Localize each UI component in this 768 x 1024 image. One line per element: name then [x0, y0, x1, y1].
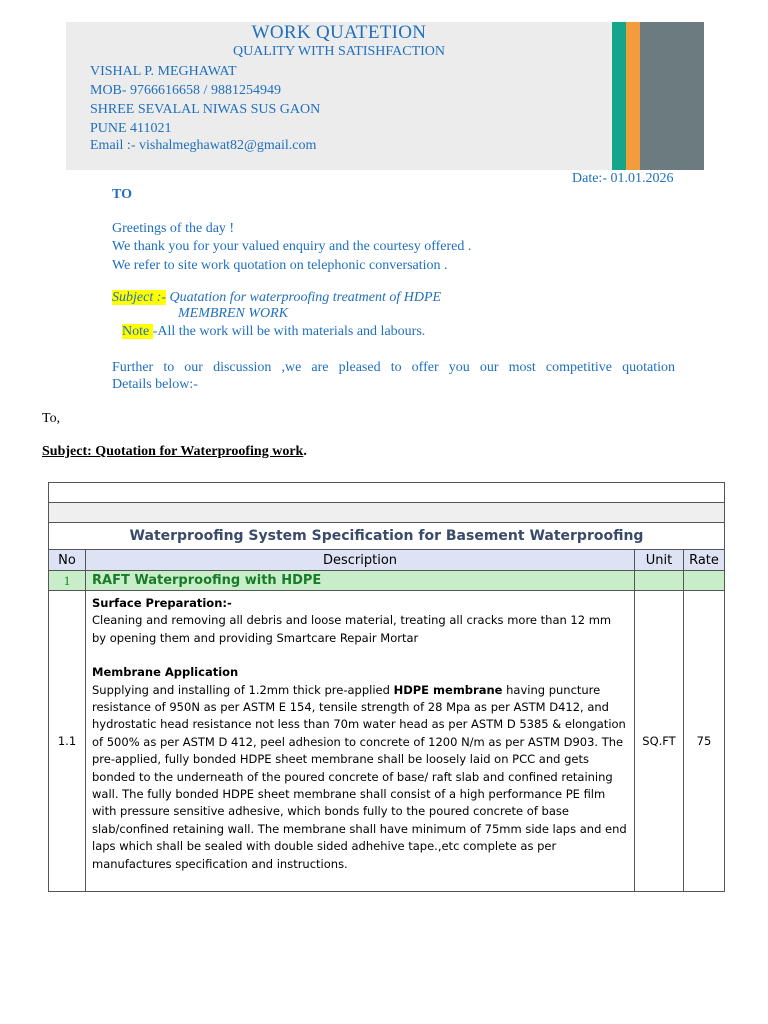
contact-email[interactable]: Email :- vishalmeghawat82@gmail.com — [90, 138, 317, 153]
blank-row-shaded — [49, 503, 725, 523]
greeting-line: Greetings of the day ! — [112, 221, 235, 236]
item-rate: 75 — [684, 591, 725, 892]
subject-label: Subject :- — [112, 290, 167, 305]
tagline: QUALITY WITH SATISHFACTION — [232, 44, 446, 59]
table-title: Waterproofing System Specification for Basement Waterproofing — [49, 523, 725, 550]
table-header-row — [49, 550, 725, 571]
offer-paragraph: Further to our discussion ,we are pleased to offer you our most competitive quotation — [112, 360, 675, 375]
letter-date: Date:- 01.01.2026 — [572, 171, 674, 186]
item-unit: SQ.FT — [635, 591, 684, 892]
section-unit-cell — [635, 571, 684, 591]
membrane-text-pre: Supplying and installing of 1.2mm thick pre-applied — [92, 682, 394, 697]
plain-to-label: To, — [42, 411, 61, 426]
header-description: Description — [86, 550, 635, 571]
refer-line: We refer to site work quotation on telephonic conversation . — [112, 258, 448, 273]
surface-heading: Surface Preparation:- — [92, 596, 232, 610]
section-title: RAFT Waterproofing with HDPE — [86, 571, 635, 591]
contact-name: VISHAL P. MEGHAWAT — [90, 64, 237, 79]
section-row — [49, 571, 725, 591]
header-stripe-grey — [640, 22, 704, 170]
document-title: WORK QUATETION — [251, 22, 427, 43]
header-rate: Rate — [684, 550, 725, 571]
section-no: 1 — [49, 571, 86, 591]
contact-address-line1: SHREE SEVALAL NIWAS SUS GAON — [90, 102, 321, 117]
header-unit: Unit — [635, 550, 684, 571]
header-stripe-teal — [612, 22, 626, 170]
to-label: TO — [112, 187, 132, 202]
note-label: Note — [122, 324, 153, 339]
surface-text: Cleaning and removing all debris and loose material, treating all cracks more than 12 mm by opening them and providing Smartcare Repair Mortar — [92, 613, 612, 645]
membrane-text-bold: HDPE membrane — [393, 682, 503, 697]
blank-row — [49, 483, 725, 503]
note-line — [122, 324, 425, 340]
contact-address-line2: PUNE 411021 — [90, 121, 172, 136]
thanks-line: We thank you for your valued enquiry and the courtesy offered . — [112, 239, 472, 254]
offer-paragraph-details: Details below:- — [112, 377, 198, 392]
plain-subject-end: . — [303, 444, 307, 459]
table-row — [49, 591, 725, 892]
subject-continuation: MEMBREN WORK — [178, 306, 289, 321]
subject-line — [112, 290, 441, 306]
item-no: 1.1 — [49, 591, 86, 892]
plain-subject-text: Subject: Quotation for Waterproofing work — [42, 444, 304, 459]
specification-table — [48, 482, 725, 892]
header-no: No — [49, 550, 86, 571]
membrane-text — [92, 682, 628, 873]
note-text: -All the work will be with materials and labours. — [152, 324, 426, 339]
table-title-row — [49, 523, 725, 550]
subject-text: Quatation for waterproofing treatment of HDPE — [166, 290, 442, 305]
item-description — [86, 591, 635, 892]
membrane-text-post: having puncture resistance of 950N as per ASTM E 154, tensile strength of 28 Mpa as per ASTM D412, and hydrostatic head resistance not less than 70m water head as per ASTM D 5385 & elongation of 500% as per ASTM D 412, peel adhesion to concrete of 1200 N/m as per ASTM D903. The pre-applied, fully bonded HDPE sheet membrane shall be loosely laid on PCC and gets bonded to the underneath of the poured concrete of base/ raft slab and confined retaining wall. The fully bonded HDPE sheet membrane shall consist of a high performance PE film with pressure sensitive adhesive, which bonds fully to the poured concrete of base slab/confined retaining wall. The membrane shall have minimum of 75mm side laps and end laps which shall be sealed with double sided adhehive tape.,etc complete as per manufactures specification and instructions. — [92, 682, 627, 871]
plain-subject — [42, 444, 307, 460]
membrane-heading: Membrane Application — [92, 665, 239, 680]
contact-mobile: MOB- 9766616658 / 9881254949 — [90, 83, 281, 98]
header-stripe-orange — [626, 22, 640, 170]
section-rate-cell — [684, 571, 725, 591]
